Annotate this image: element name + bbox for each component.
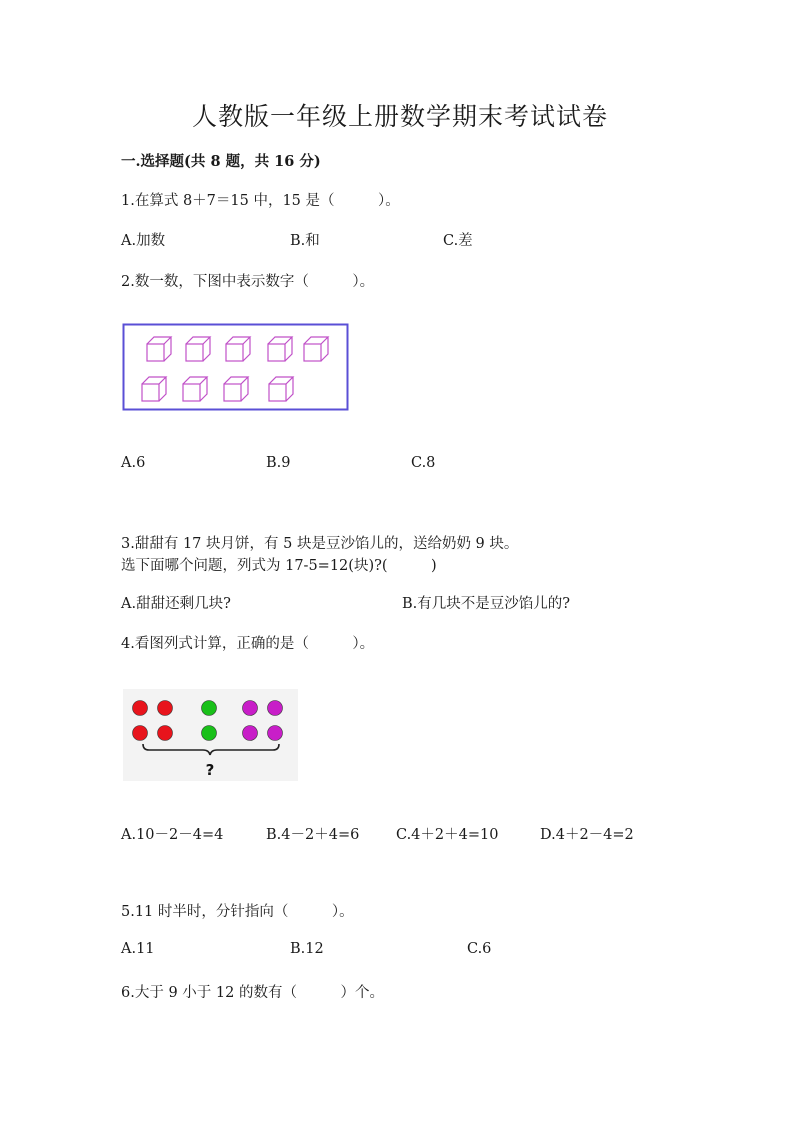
cube-figure (118, 318, 354, 414)
q3-option-b[interactable]: B.有几块不是豆沙馅儿的? (402, 596, 571, 612)
brace-label: ? (205, 761, 215, 779)
purple-dot (243, 726, 258, 741)
question-3-line-2: 选下面哪个问题，列式为 17-5=12(块)?( ) (121, 558, 437, 574)
q4-option-a[interactable]: A.10－2－4=4 (121, 827, 224, 843)
purple-dot (243, 701, 258, 716)
q2-option-c[interactable]: C.8 (411, 455, 436, 471)
red-dot (158, 701, 173, 716)
purple-dot (268, 701, 283, 716)
q1-option-a[interactable]: A.加数 (121, 233, 166, 249)
green-dot (202, 701, 217, 716)
q3-option-a[interactable]: A.甜甜还剩几块? (121, 596, 231, 612)
q5-option-c[interactable]: C.6 (467, 941, 492, 957)
question-3-line-1: 3.甜甜有 17 块月饼，有 5 块是豆沙馅儿的，送给奶奶 9 块。 (121, 536, 519, 552)
q4-option-d[interactable]: D.4＋2－4=2 (540, 827, 634, 843)
green-dot (202, 726, 217, 741)
page-title: 人教版一年级上册数学期末考试试卷 (191, 102, 608, 131)
question-6: 6.大于 9 小于 12 的数有（ ）个。 (121, 985, 384, 1001)
question-4: 4.看图列式计算，正确的是（ ）。 (121, 636, 375, 652)
red-dot (133, 726, 148, 741)
question-1: 1.在算式 8＋7＝15 中，15 是（ ）。 (121, 193, 400, 209)
question-2: 2.数一数，下图中表示数字（ ）。 (121, 274, 375, 290)
q1-option-b[interactable]: B.和 (290, 233, 320, 249)
q4-option-c[interactable]: C.4＋2＋4=10 (396, 827, 499, 843)
red-dot (133, 701, 148, 716)
q5-option-b[interactable]: B.12 (290, 941, 324, 957)
q2-option-a[interactable]: A.6 (121, 455, 146, 471)
section-heading: 一.选择题(共 8 题，共 16 分) (121, 153, 321, 170)
q5-option-a[interactable]: A.11 (121, 941, 155, 957)
q1-option-c[interactable]: C.差 (443, 233, 473, 249)
dots-figure (123, 689, 298, 781)
question-5: 5.11 时半时，分针指向（ ）。 (121, 904, 354, 920)
red-dot (158, 726, 173, 741)
purple-dot (268, 726, 283, 741)
q2-option-b[interactable]: B.9 (266, 455, 291, 471)
q4-option-b[interactable]: B.4－2＋4=6 (266, 827, 360, 843)
